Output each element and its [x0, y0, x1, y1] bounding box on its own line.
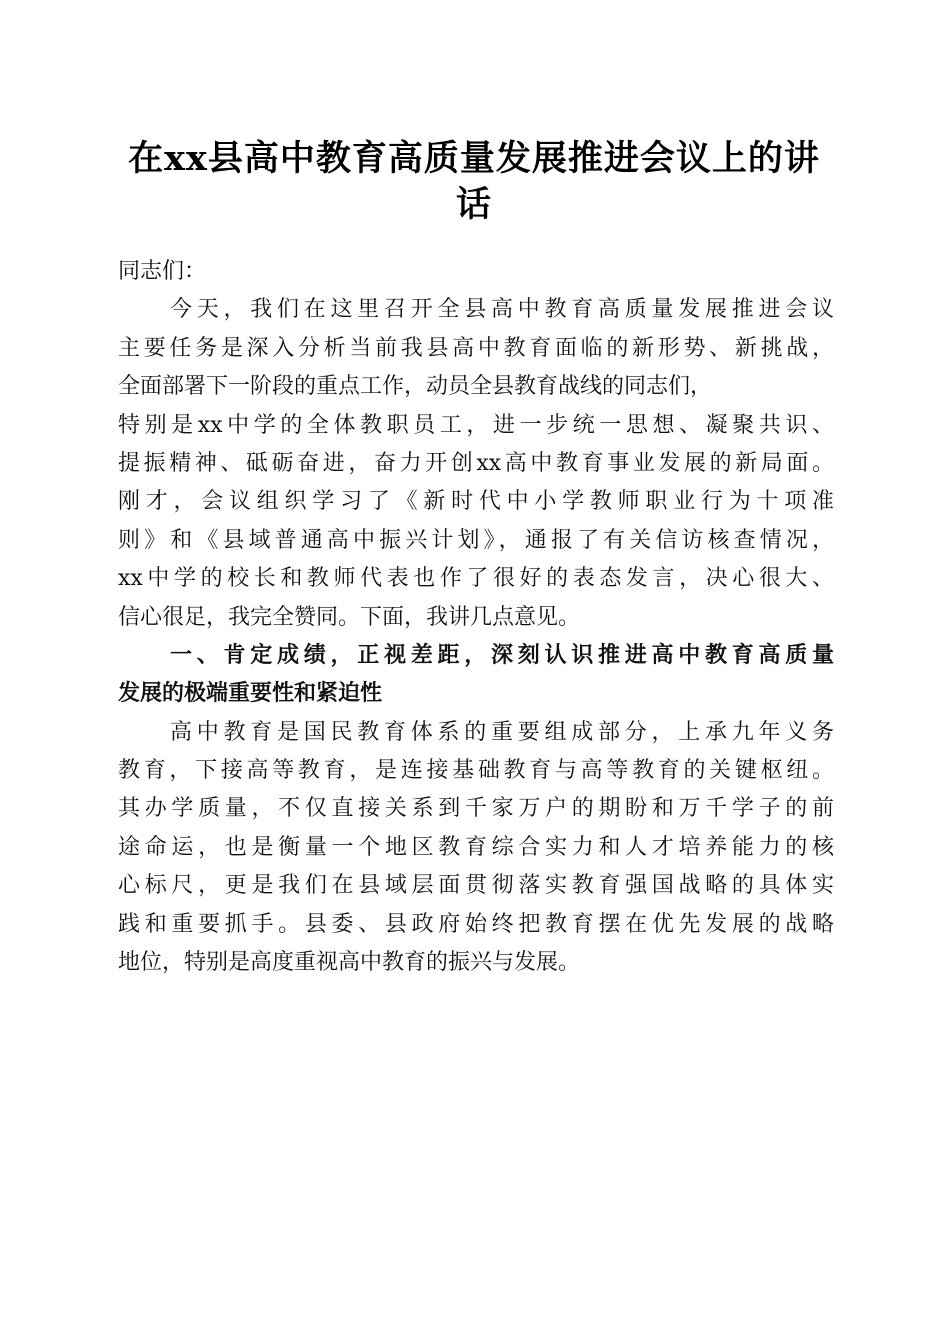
paragraph-line: 刚才，会议组织学习了《新时代中小学教师职业行为十项准 — [118, 489, 834, 515]
paragraph-line: 则》和《县域普通高中振兴计划》，通报了有关信访核查情况， — [118, 527, 834, 553]
document-title — [118, 136, 830, 228]
paragraph-intro — [118, 291, 834, 637]
title-line-2: 话 — [455, 184, 492, 225]
title-line-1: 在xx县高中教育高质量发展推进会议上的讲 — [128, 138, 820, 179]
heading-line: 发展的极端重要性和紧迫性 — [118, 681, 383, 707]
paragraph-line: 高中教育是国民教育体系的重要组成部分，上承九年义务 — [170, 719, 834, 745]
section-heading-1 — [118, 637, 834, 714]
paragraph-line: 信心很足，我完全赞同。下面，我讲几点意见。 — [118, 604, 581, 630]
paragraph-line: 教育，下接高等教育，是连接基础教育与高等教育的关键枢纽。 — [118, 758, 834, 784]
salutation: 同志们： — [118, 259, 207, 284]
paragraph-line: xx中学的校长和教师代表也作了很好的表态发言，决心很大、 — [118, 566, 834, 592]
paragraph-line: 践和重要抓手。县委、县政府始终把教育摆在优先发展的战略 — [118, 911, 834, 937]
paragraph-line: 其办学质量，不仅直接关系到千家万户的期盼和万千学子的前 — [118, 796, 834, 822]
paragraph-line: 提振精神、砥砺奋进，奋力开创xx高中教育事业发展的新局面。 — [118, 450, 834, 476]
paragraph-line: 地位，特别是高度重视高中教育的振兴与发展。 — [118, 950, 581, 976]
paragraph-line: 主要任务是深入分析当前我县高中教育面临的新形势、新挑战， — [118, 335, 834, 361]
paragraph-line: 今天，我们在这里召开全县高中教育高质量发展推进会议 — [170, 297, 834, 323]
heading-line: 一、肯定成绩，正视差距，深刻认识推进高中教育高质量 — [170, 642, 834, 668]
paragraph-line: 心标尺，更是我们在县域层面贯彻落实教育强国战略的具体实 — [118, 873, 834, 899]
paragraph-line: 途命运，也是衡量一个地区教育综合实力和人才培养能力的核 — [118, 834, 834, 860]
document-body — [118, 253, 834, 982]
paragraph-line: 特别是xx中学的全体教职员工，进一步统一思想、凝聚共识、 — [118, 412, 834, 438]
paragraph-section-1 — [118, 714, 834, 983]
paragraph-line: 全面部署下一阶段的重点工作，动员全县教育战线的同志们， — [118, 374, 713, 400]
